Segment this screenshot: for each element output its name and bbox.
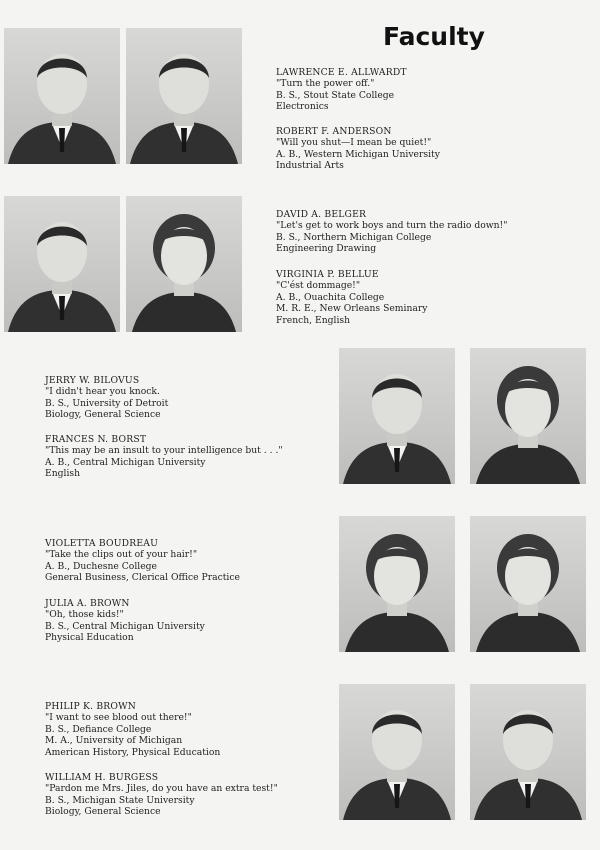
portrait-figure (339, 516, 455, 652)
portrait-tie (525, 784, 531, 808)
faculty-degree: B. S., Defiance College (45, 723, 152, 735)
faculty-name: PHILIP K. BROWN (45, 701, 137, 712)
portrait-figure (126, 196, 242, 332)
portrait-photo (470, 684, 586, 820)
portrait-figure (470, 516, 586, 652)
faculty-subjects: Electronics (276, 101, 329, 113)
portrait-photo (4, 28, 120, 164)
faculty-quote: "C'ést dommage!" (276, 280, 361, 292)
faculty-degree: A. B., Central Michigan University (45, 456, 206, 468)
portrait-shoulders (345, 612, 449, 652)
faculty-quote: "This may be an insult to your intelligence but . . ." (45, 445, 283, 457)
faculty-name: FRANCES N. BORST (45, 434, 147, 445)
faculty-degree: M. A., University of Michigan (45, 735, 183, 747)
faculty-name: JULIA A. BROWN (45, 598, 130, 609)
faculty-quote: "Turn the power off." (276, 78, 375, 90)
portrait-figure (339, 348, 455, 484)
faculty-quote: "I didn't hear you knock. (45, 386, 160, 398)
portrait-photo (339, 348, 455, 484)
portrait-shoulders (476, 444, 580, 484)
portrait-tie (394, 784, 400, 808)
faculty-name: WILLIAM H. BURGESS (45, 772, 159, 783)
faculty-quote: "Let's get to work boys and turn the radio down!" (276, 220, 508, 232)
faculty-degree: B. S., Central Michigan University (45, 620, 205, 632)
portrait-shoulders (132, 292, 236, 332)
portrait-photo (470, 516, 586, 652)
faculty-entry (45, 375, 168, 421)
faculty-name: VIRGINIA P. BELLUE (276, 269, 379, 280)
faculty-subjects: Industrial Arts (276, 160, 344, 172)
portrait-figure (4, 196, 120, 332)
faculty-subjects: Biology, General Science (45, 806, 161, 818)
portrait-figure (470, 684, 586, 820)
faculty-subjects: English (45, 468, 81, 480)
faculty-name: DAVID A. BELGER (276, 209, 367, 220)
faculty-entry (45, 772, 278, 818)
faculty-name: JERRY W. BILOVUS (45, 375, 140, 386)
faculty-quote: "I want to see blood out there!" (45, 712, 192, 724)
faculty-name: VIOLETTA BOUDREAU (45, 538, 159, 549)
portrait-figure (339, 684, 455, 820)
faculty-degree: A. B., Western Michigan University (276, 148, 440, 160)
portrait-tie (59, 128, 65, 152)
faculty-subjects: Engineering Drawing (276, 243, 377, 255)
faculty-degree: B. S., Michigan State University (45, 794, 195, 806)
faculty-entry (45, 598, 205, 644)
portrait-photo (470, 348, 586, 484)
faculty-quote: "Pardon me Mrs. Jiles, do you have an extra test!" (45, 783, 278, 795)
faculty-entry (276, 67, 407, 113)
portrait-photo (339, 684, 455, 820)
faculty-degree: A. B., Ouachita College (276, 291, 385, 303)
faculty-name: LAWRENCE E. ALLWARDT (276, 67, 407, 78)
faculty-degree: B. S., Stout State College (276, 89, 395, 101)
faculty-subjects: Physical Education (45, 632, 134, 644)
faculty-subjects: Biology, General Science (45, 409, 161, 421)
faculty-degree: B. S., University of Detroit (45, 397, 169, 409)
faculty-entry (45, 701, 220, 758)
faculty-entry (45, 434, 283, 480)
faculty-entry (276, 126, 440, 172)
faculty-entry (276, 209, 507, 255)
portrait-tie (394, 448, 400, 472)
portrait-figure (4, 28, 120, 164)
faculty-degree: M. R. E., New Orleans Seminary (276, 303, 428, 315)
portrait-shoulders (476, 612, 580, 652)
portrait-photo (126, 196, 242, 332)
faculty-subjects: General Business, Clerical Office Practice (45, 572, 240, 584)
portrait-photo (126, 28, 242, 164)
faculty-subjects: American History, Physical Education (45, 746, 221, 758)
portrait-photo (339, 516, 455, 652)
faculty-degree: A. B., Duchesne College (45, 560, 157, 572)
faculty-entry (276, 269, 427, 326)
faculty-degree: B. S., Northern Michigan College (276, 231, 432, 243)
faculty-quote: "Take the clips out of your hair!" (45, 549, 198, 561)
portrait-figure (470, 348, 586, 484)
portrait-figure (126, 28, 242, 164)
faculty-quote: "Oh, those kids!" (45, 609, 124, 621)
faculty-entry (45, 538, 240, 584)
faculty-subjects: French, English (276, 314, 351, 326)
faculty-quote: "Will you shut—I mean be quiet!" (276, 137, 432, 149)
faculty-name: ROBERT F. ANDERSON (276, 126, 392, 137)
portrait-tie (59, 296, 65, 320)
portrait-tie (181, 128, 187, 152)
portrait-photo (4, 196, 120, 332)
page-title: Faculty (383, 22, 485, 51)
